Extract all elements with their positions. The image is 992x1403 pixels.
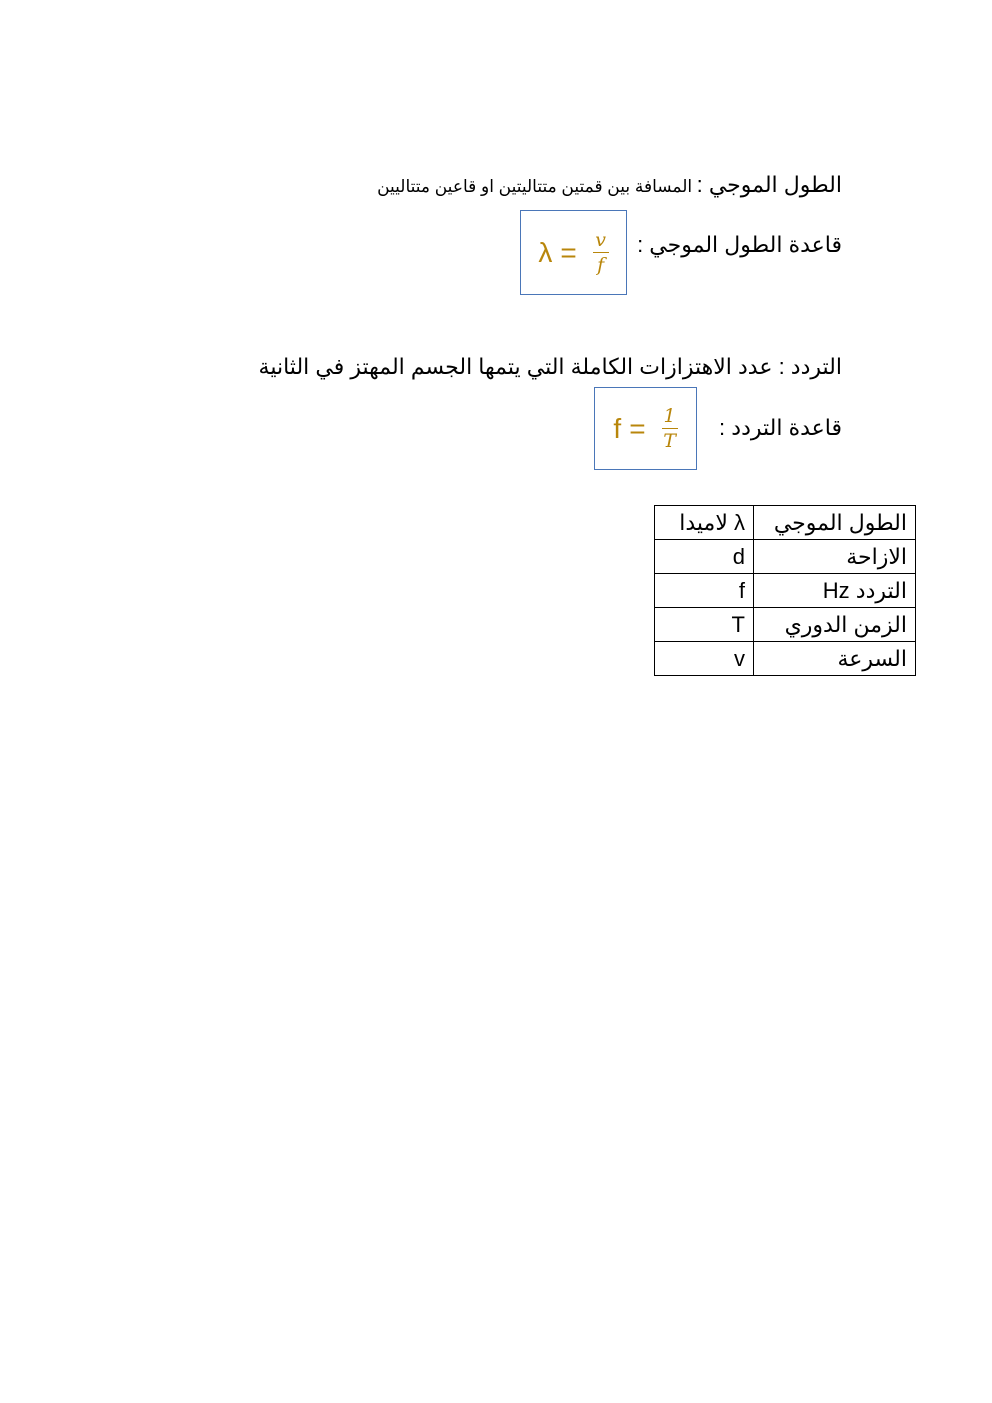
wavelength-rule-label: قاعدة الطول الموجي :: [637, 232, 842, 257]
term-name-cell: الازاحة: [754, 540, 916, 574]
table-row: [655, 642, 916, 676]
frequency-formula-numerator: 1: [663, 404, 676, 427]
wavelength-formula-denominator: f: [597, 254, 605, 277]
term-name-cell: الطول الموجي: [754, 506, 916, 540]
table-row: [655, 540, 916, 574]
term-symbol-cell: d: [655, 540, 754, 574]
wavelength-definition: المسافة بين قمتين متتاليتين او قاعين متتاليين: [377, 177, 693, 196]
table-row: [655, 574, 916, 608]
frequency-rule-label: قاعدة التردد :: [719, 415, 842, 440]
wavelength-formula-lhs: λ: [538, 236, 553, 268]
fraction-bar: [662, 428, 678, 430]
frequency-formula-denominator: T: [663, 430, 676, 453]
frequency-definition-line: التردد : عدد الاهتزازات الكاملة التي يتمها الجسم المهتز في الثانية: [258, 354, 842, 379]
terms-table: [654, 505, 916, 676]
term-symbol-cell: v: [655, 642, 754, 676]
term-symbol-cell: T: [655, 608, 754, 642]
frequency-formula-lhs: f: [613, 412, 622, 444]
term-symbol-cell: f: [655, 574, 754, 608]
wavelength-formula-box: [520, 210, 627, 295]
wavelength-formula-fraction: [593, 229, 609, 277]
table-row: [655, 506, 916, 540]
frequency-formula-box: [594, 387, 697, 470]
frequency-formula-eq: =: [629, 412, 646, 444]
term-name-cell: السرعة: [754, 642, 916, 676]
table-row: [655, 608, 916, 642]
fraction-bar: [593, 252, 609, 254]
term-symbol-cell: λ لاميدا: [655, 506, 754, 540]
wavelength-definition-line: [377, 172, 842, 198]
wavelength-formula-numerator: v: [595, 228, 607, 251]
frequency-formula-fraction: [662, 405, 678, 453]
term-name-cell: التردد Hz: [754, 574, 916, 608]
wavelength-formula-eq: =: [560, 236, 577, 268]
term-name-cell: الزمن الدوري: [754, 608, 916, 642]
wavelength-term: الطول الموجي :: [696, 172, 842, 197]
